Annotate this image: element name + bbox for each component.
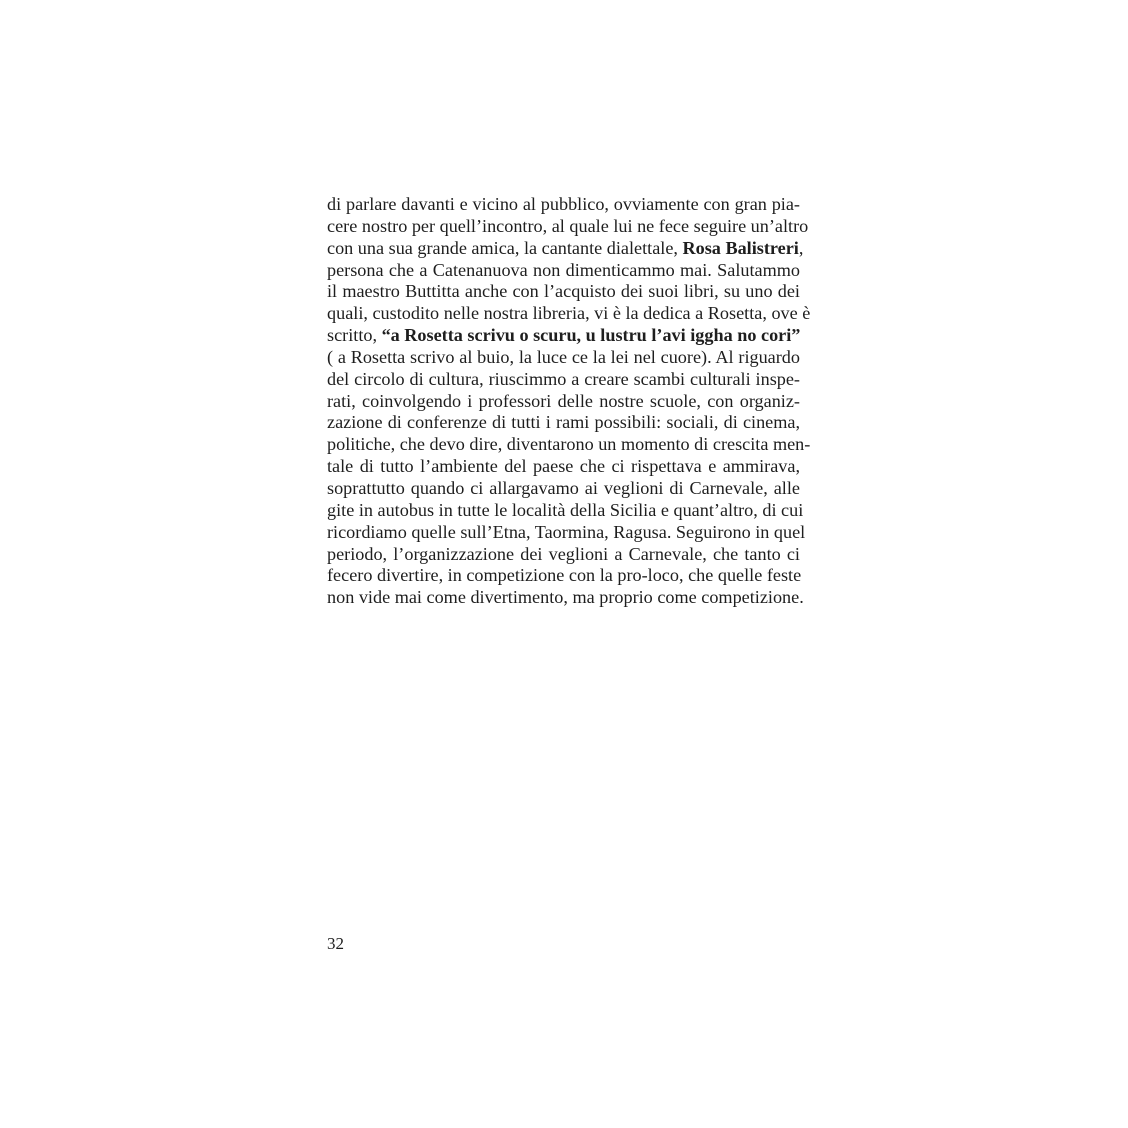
page-number: 32 — [327, 934, 344, 953]
text-segment: rati, coinvolgendo i professori delle nostre scuole, con organiz- — [327, 390, 800, 411]
text-line — [327, 281, 800, 303]
text-segment: ricordiamo quelle sull’Etna, Taormina, Ragusa. Seguirono in quel — [327, 521, 806, 542]
text-line — [327, 544, 800, 566]
body-paragraph — [327, 194, 811, 609]
text-line — [327, 347, 800, 369]
text-segment: il maestro Buttitta anche con l’acquisto dei suoi libri, su uno dei — [327, 281, 800, 302]
text-segment: zazione di conferenze di tutti i rami possibili: sociali, di cinema, — [327, 412, 800, 433]
text-segment: scritto, — [327, 325, 382, 346]
text-segment: di parlare davanti e vicino al pubblico, ovviamente con gran pia- — [327, 194, 800, 214]
text-segment: , — [798, 237, 804, 258]
text-line — [327, 565, 800, 587]
text-line — [327, 412, 800, 434]
text-line — [327, 325, 800, 347]
text-line — [327, 194, 800, 216]
text-segment: tale di tutto l’ambiente del paese che ci rispettava e ammirava, — [327, 456, 800, 477]
text-segment: cere nostro per quell’incontro, al quale lui ne fece seguire un’altro — [327, 215, 809, 236]
text-segment: quali, custodito nelle nostra libreria, vi è la dedica a Rosetta, ove è — [327, 303, 811, 324]
text-line — [327, 456, 800, 478]
text-segment: gite in autobus in tutte le località della Sicilia e quant’altro, di cui — [327, 499, 804, 520]
text-segment: persona che a Catenanuova non dimenticammo mai. Salutammo — [327, 259, 800, 280]
text-line — [327, 369, 800, 391]
text-line — [327, 521, 806, 544]
text-line — [327, 237, 804, 260]
text-line — [327, 303, 811, 325]
text-line — [327, 260, 800, 282]
text-segment: soprattutto quando ci allargavamo ai veglioni di Carnevale, alle — [327, 477, 800, 498]
bold-text-segment: Rosa Balistreri — [682, 237, 799, 258]
text-segment: non vide mai come divertimento, ma proprio come competizione. — [327, 587, 804, 608]
text-segment: fecero divertire, in competizione con la pro-loco, che quelle feste — [327, 565, 802, 586]
text-segment: ( a Rosetta scrivo al buio, la luce ce la lei nel cuore). Al riguardo — [327, 346, 800, 367]
text-segment: del circolo di cultura, riuscimmo a creare scambi culturali inspe- — [327, 368, 800, 389]
text-segment: periodo, l’organizzazione dei veglioni a Carnevale, che tanto ci — [327, 543, 800, 564]
text-line — [327, 434, 811, 456]
bold-text-segment: “a Rosetta scrivu o scuru, u lustru l’avi iggha no cori” — [381, 325, 801, 346]
text-line — [327, 215, 809, 238]
text-line — [327, 391, 800, 413]
text-line — [327, 587, 804, 609]
text-segment: con una sua grande amica, la cantante dialettale, — [327, 237, 683, 258]
text-segment: politiche, che devo dire, diventarono un momento di crescita men- — [327, 434, 811, 455]
text-line — [327, 499, 804, 522]
text-line — [327, 478, 800, 500]
